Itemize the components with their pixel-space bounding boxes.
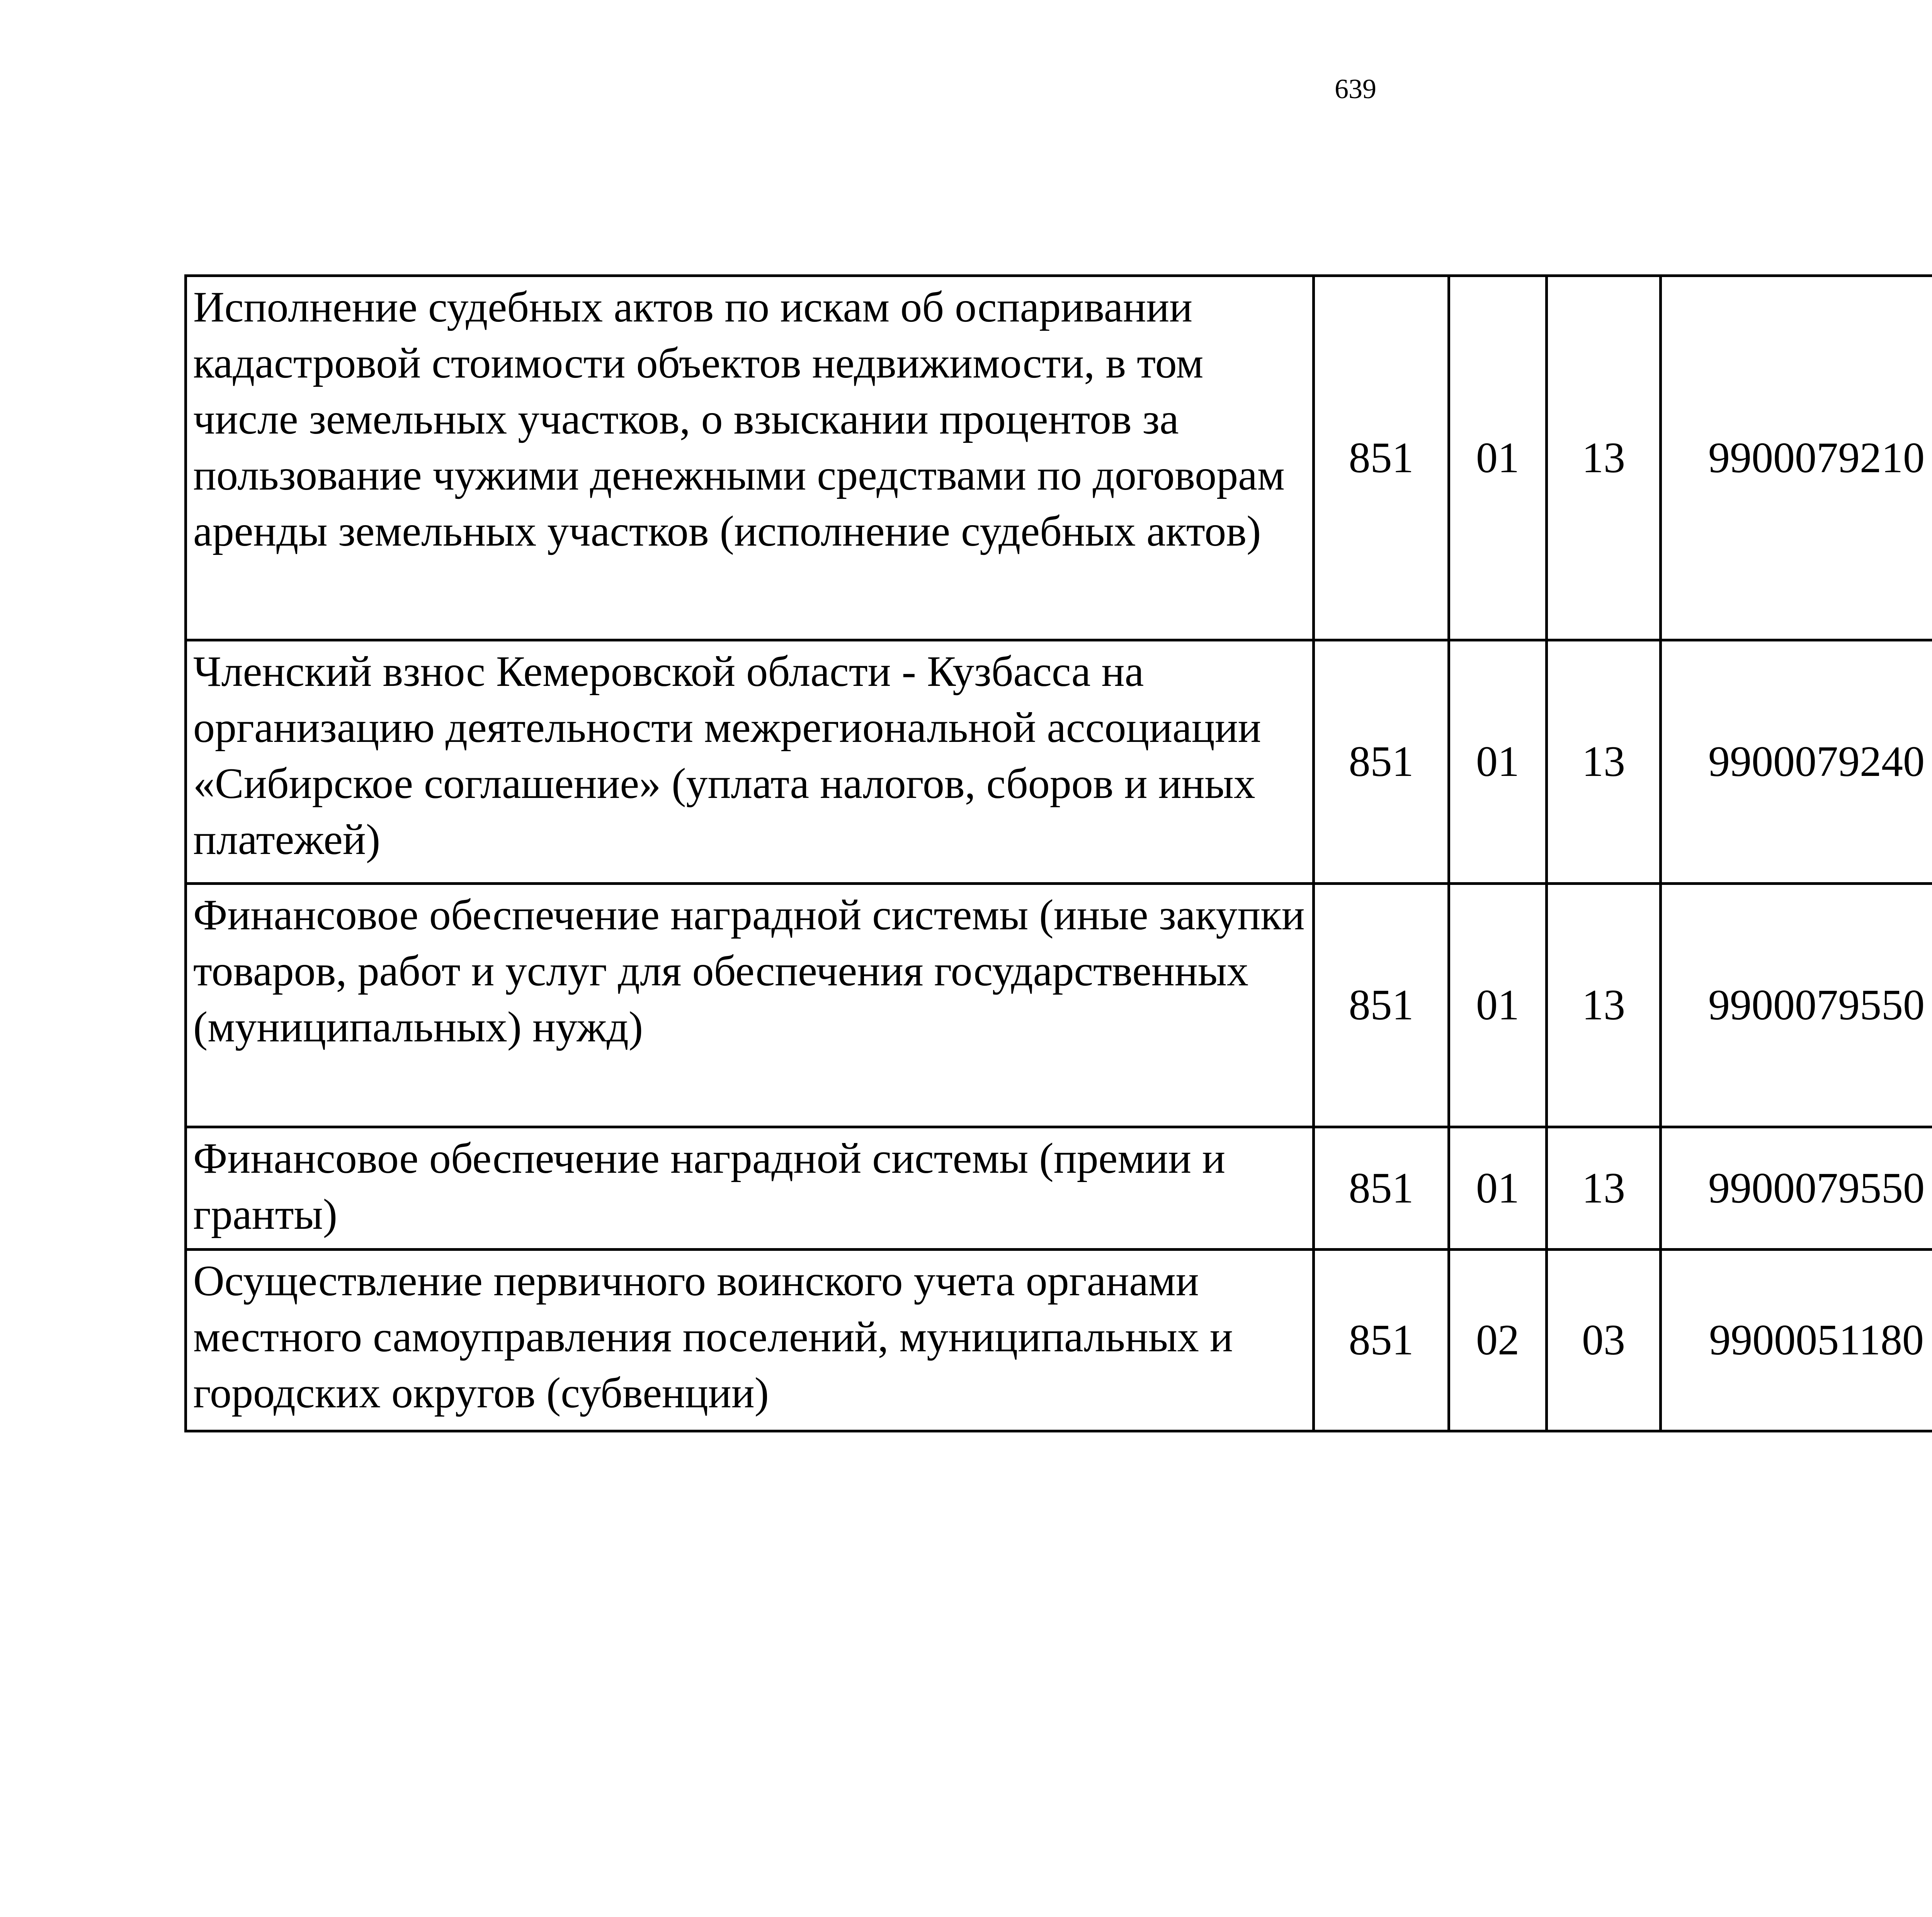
section-code: 01 <box>1449 276 1547 640</box>
row-description: Финансовое обеспечение наградной системы (иные закупки товаров, работ и услуг для обеспечения государственных (муниципальных) нужд) <box>186 884 1314 1127</box>
table-row <box>186 1127 1932 1250</box>
target-article-code: 9900079210 <box>1661 276 1932 640</box>
section-code: 01 <box>1449 640 1547 884</box>
table-row <box>186 884 1932 1127</box>
row-description: Членский взнос Кемеровской области - Кузбасса на организацию деятельности межрегиональной ассоциации «Сибирское соглашение» (уплата налогов, сборов и иных платежей) <box>186 640 1314 884</box>
table-row <box>186 1250 1932 1431</box>
ministry-code: 851 <box>1314 1127 1449 1250</box>
ministry-code: 851 <box>1314 640 1449 884</box>
row-description: Осуществление первичного воинского учета органами местного самоуправления поселений, муниципальных и городских округов (субвенции) <box>186 1250 1314 1431</box>
subsection-code: 03 <box>1547 1250 1661 1431</box>
section-code: 01 <box>1449 1127 1547 1250</box>
page-number: 639 <box>1335 73 1376 104</box>
subsection-code: 13 <box>1547 1127 1661 1250</box>
target-article-code: 9900079240 <box>1661 640 1932 884</box>
ministry-code: 851 <box>1314 276 1449 640</box>
row-description: Финансовое обеспечение наградной системы (премии и гранты) <box>186 1127 1314 1250</box>
section-code: 02 <box>1449 1250 1547 1431</box>
section-code: 01 <box>1449 884 1547 1127</box>
ministry-code: 851 <box>1314 1250 1449 1431</box>
target-article-code: 9900079550 <box>1661 1127 1932 1250</box>
target-article-code: 9900079550 <box>1661 884 1932 1127</box>
subsection-code: 13 <box>1547 884 1661 1127</box>
subsection-code: 13 <box>1547 276 1661 640</box>
target-article-code: 9900051180 <box>1661 1250 1932 1431</box>
ministry-code: 851 <box>1314 884 1449 1127</box>
budget-table <box>184 274 1932 1432</box>
table-row <box>186 640 1932 884</box>
subsection-code: 13 <box>1547 640 1661 884</box>
row-description: Исполнение судебных актов по искам об оспаривании кадастровой стоимости объектов недвижимости, в том числе земельных участков, о взыскании процентов за пользование чужими денежными средствами по договорам аренды земельных участков (исполнение судебных актов) <box>186 276 1314 640</box>
table-row <box>186 276 1932 640</box>
